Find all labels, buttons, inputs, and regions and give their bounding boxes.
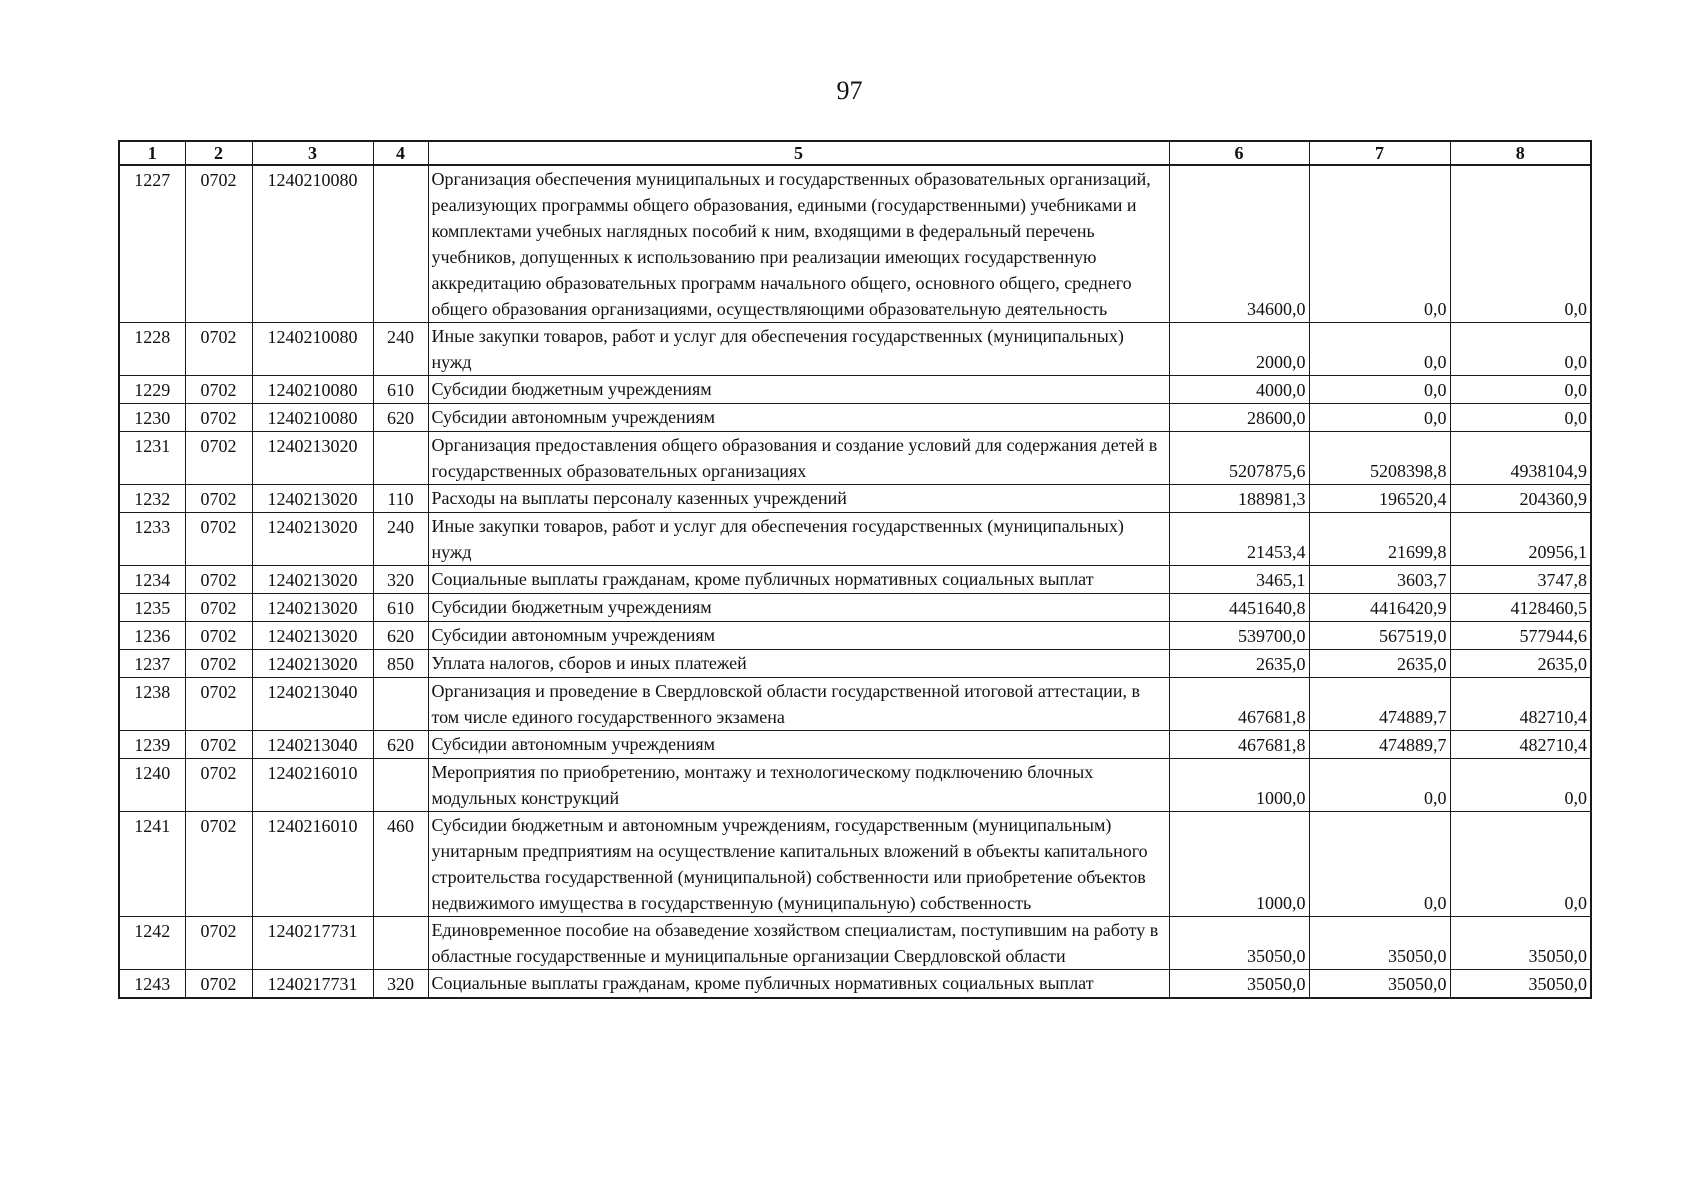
table-row	[119, 566, 1591, 594]
expense-type-cell: 620	[373, 622, 428, 650]
section-code-cell: 0702	[185, 432, 252, 485]
target-article-cell: 1240213020	[252, 513, 373, 566]
section-code-cell: 0702	[185, 759, 252, 812]
amount-col8-cell: 20956,1	[1450, 513, 1591, 566]
table-row	[119, 917, 1591, 970]
budget-table	[118, 140, 1592, 999]
amount-col7-cell: 474889,7	[1309, 731, 1450, 759]
amount-col8-cell: 0,0	[1450, 165, 1591, 323]
amount-col6-cell: 467681,8	[1169, 678, 1309, 731]
row-number-cell: 1243	[119, 970, 185, 999]
expense-type-cell: 460	[373, 812, 428, 917]
description-cell: Иные закупки товаров, работ и услуг для обеспечения государственных (муниципальных) нужд	[428, 323, 1169, 376]
target-article-cell: 1240217731	[252, 917, 373, 970]
amount-col6-cell: 188981,3	[1169, 485, 1309, 513]
row-number-cell: 1235	[119, 594, 185, 622]
table-row	[119, 404, 1591, 432]
table-row	[119, 731, 1591, 759]
amount-col8-cell: 482710,4	[1450, 678, 1591, 731]
row-number-cell: 1238	[119, 678, 185, 731]
description-cell: Субсидии бюджетным учреждениям	[428, 594, 1169, 622]
target-article-cell: 1240213040	[252, 731, 373, 759]
row-number-cell: 1231	[119, 432, 185, 485]
table-row	[119, 812, 1591, 917]
amount-col6-cell: 1000,0	[1169, 812, 1309, 917]
table-row	[119, 513, 1591, 566]
target-article-cell: 1240216010	[252, 759, 373, 812]
target-article-cell: 1240210080	[252, 404, 373, 432]
table-row	[119, 485, 1591, 513]
description-cell: Организация предоставления общего образования и создание условий для содержания детей в государственных образовательных организациях	[428, 432, 1169, 485]
amount-col6-cell: 467681,8	[1169, 731, 1309, 759]
amount-col7-cell: 3603,7	[1309, 566, 1450, 594]
table-row	[119, 650, 1591, 678]
row-number-cell: 1239	[119, 731, 185, 759]
target-article-cell: 1240213020	[252, 432, 373, 485]
row-number-cell: 1242	[119, 917, 185, 970]
amount-col6-cell: 35050,0	[1169, 917, 1309, 970]
section-code-cell: 0702	[185, 513, 252, 566]
amount-col8-cell: 35050,0	[1450, 970, 1591, 999]
amount-col8-cell: 0,0	[1450, 812, 1591, 917]
amount-col7-cell: 35050,0	[1309, 970, 1450, 999]
amount-col6-cell: 539700,0	[1169, 622, 1309, 650]
amount-col8-cell: 0,0	[1450, 376, 1591, 404]
expense-type-cell: 320	[373, 970, 428, 999]
expense-type-cell: 110	[373, 485, 428, 513]
target-article-cell: 1240210080	[252, 323, 373, 376]
description-cell: Расходы на выплаты персоналу казенных учреждений	[428, 485, 1169, 513]
description-cell: Субсидии автономным учреждениям	[428, 622, 1169, 650]
amount-col7-cell: 474889,7	[1309, 678, 1450, 731]
table-row	[119, 678, 1591, 731]
amount-col6-cell: 34600,0	[1169, 165, 1309, 323]
amount-col8-cell: 2635,0	[1450, 650, 1591, 678]
amount-col8-cell: 0,0	[1450, 759, 1591, 812]
amount-col7-cell: 0,0	[1309, 404, 1450, 432]
description-cell: Единовременное пособие на обзаведение хозяйством специалистам, поступившим на работу в областные государственные и муниципальные организации Свердловской области	[428, 917, 1169, 970]
column-header: 2	[185, 141, 252, 165]
expense-type-cell: 620	[373, 404, 428, 432]
amount-col7-cell: 0,0	[1309, 812, 1450, 917]
amount-col7-cell: 0,0	[1309, 759, 1450, 812]
row-number-cell: 1233	[119, 513, 185, 566]
target-article-cell: 1240213020	[252, 594, 373, 622]
amount-col8-cell: 0,0	[1450, 323, 1591, 376]
row-number-cell: 1237	[119, 650, 185, 678]
amount-col7-cell: 2635,0	[1309, 650, 1450, 678]
amount-col8-cell: 0,0	[1450, 404, 1591, 432]
description-cell: Социальные выплаты гражданам, кроме публичных нормативных социальных выплат	[428, 970, 1169, 999]
amount-col7-cell: 4416420,9	[1309, 594, 1450, 622]
table-row	[119, 594, 1591, 622]
amount-col6-cell: 35050,0	[1169, 970, 1309, 999]
description-cell: Субсидии бюджетным и автономным учреждениям, государственным (муниципальным) унитарным предприятиям на осуществление капитальных вложений в объекты капитального строительства государственной (муниципальной) собственности или приобретение объектов недвижимого имущества в государственную (муниципальную) собственность	[428, 812, 1169, 917]
amount-col6-cell: 1000,0	[1169, 759, 1309, 812]
description-cell: Социальные выплаты гражданам, кроме публичных нормативных социальных выплат	[428, 566, 1169, 594]
row-number-cell: 1241	[119, 812, 185, 917]
amount-col6-cell: 21453,4	[1169, 513, 1309, 566]
target-article-cell: 1240213020	[252, 566, 373, 594]
amount-col7-cell: 0,0	[1309, 376, 1450, 404]
target-article-cell: 1240213020	[252, 485, 373, 513]
column-header: 8	[1450, 141, 1591, 165]
table-row	[119, 323, 1591, 376]
description-cell: Мероприятия по приобретению, монтажу и технологическому подключению блочных модульных конструкций	[428, 759, 1169, 812]
amount-col7-cell: 21699,8	[1309, 513, 1450, 566]
section-code-cell: 0702	[185, 812, 252, 917]
expense-type-cell	[373, 165, 428, 323]
header-row	[119, 141, 1591, 165]
amount-col8-cell: 4128460,5	[1450, 594, 1591, 622]
section-code-cell: 0702	[185, 376, 252, 404]
section-code-cell: 0702	[185, 650, 252, 678]
page-number: 97	[836, 76, 863, 105]
expense-type-cell: 240	[373, 513, 428, 566]
expense-type-cell: 240	[373, 323, 428, 376]
target-article-cell: 1240213020	[252, 622, 373, 650]
row-number-cell: 1229	[119, 376, 185, 404]
target-article-cell: 1240217731	[252, 970, 373, 999]
amount-col6-cell: 4000,0	[1169, 376, 1309, 404]
description-cell: Субсидии бюджетным учреждениям	[428, 376, 1169, 404]
target-article-cell: 1240213020	[252, 650, 373, 678]
expense-type-cell: 610	[373, 376, 428, 404]
target-article-cell: 1240210080	[252, 165, 373, 323]
expense-type-cell: 620	[373, 731, 428, 759]
column-header: 4	[373, 141, 428, 165]
amount-col7-cell: 0,0	[1309, 323, 1450, 376]
amount-col7-cell: 35050,0	[1309, 917, 1450, 970]
amount-col8-cell: 482710,4	[1450, 731, 1591, 759]
section-code-cell: 0702	[185, 622, 252, 650]
description-cell: Субсидии автономным учреждениям	[428, 731, 1169, 759]
amount-col6-cell: 4451640,8	[1169, 594, 1309, 622]
section-code-cell: 0702	[185, 970, 252, 999]
amount-col6-cell: 2000,0	[1169, 323, 1309, 376]
column-header: 3	[252, 141, 373, 165]
table-row	[119, 376, 1591, 404]
expense-type-cell	[373, 759, 428, 812]
section-code-cell: 0702	[185, 165, 252, 323]
description-cell: Уплата налогов, сборов и иных платежей	[428, 650, 1169, 678]
amount-col8-cell: 4938104,9	[1450, 432, 1591, 485]
section-code-cell: 0702	[185, 594, 252, 622]
section-code-cell: 0702	[185, 404, 252, 432]
section-code-cell: 0702	[185, 485, 252, 513]
expense-type-cell: 320	[373, 566, 428, 594]
expense-type-cell	[373, 917, 428, 970]
description-cell: Организация обеспечения муниципальных и государственных образовательных организаций, реализующих программы общего образования, едиными (государственными) учебниками и комплектами учебных наглядных пособий к ним, входящими в федеральный перечень учебников, допущенных к использованию при реализации имеющих государственную аккредитацию образовательных программ начального общего, основного общего, среднего общего образования организациями, осуществляющими образовательную деятельность	[428, 165, 1169, 323]
section-code-cell: 0702	[185, 917, 252, 970]
amount-col8-cell: 204360,9	[1450, 485, 1591, 513]
expense-type-cell	[373, 432, 428, 485]
section-code-cell: 0702	[185, 678, 252, 731]
description-cell: Иные закупки товаров, работ и услуг для обеспечения государственных (муниципальных) нужд	[428, 513, 1169, 566]
expense-type-cell: 850	[373, 650, 428, 678]
column-header: 6	[1169, 141, 1309, 165]
row-number-cell: 1240	[119, 759, 185, 812]
amount-col7-cell: 567519,0	[1309, 622, 1450, 650]
row-number-cell: 1227	[119, 165, 185, 323]
column-header: 1	[119, 141, 185, 165]
amount-col8-cell: 577944,6	[1450, 622, 1591, 650]
section-code-cell: 0702	[185, 566, 252, 594]
target-article-cell: 1240213040	[252, 678, 373, 731]
table-row	[119, 165, 1591, 323]
table-row	[119, 622, 1591, 650]
description-cell: Субсидии автономным учреждениям	[428, 404, 1169, 432]
table-row	[119, 432, 1591, 485]
table-row	[119, 970, 1591, 999]
amount-col8-cell: 3747,8	[1450, 566, 1591, 594]
column-header: 5	[428, 141, 1169, 165]
target-article-cell: 1240216010	[252, 812, 373, 917]
section-code-cell: 0702	[185, 731, 252, 759]
expense-type-cell: 610	[373, 594, 428, 622]
row-number-cell: 1230	[119, 404, 185, 432]
target-article-cell: 1240210080	[252, 376, 373, 404]
row-number-cell: 1236	[119, 622, 185, 650]
amount-col7-cell: 5208398,8	[1309, 432, 1450, 485]
section-code-cell: 0702	[185, 323, 252, 376]
amount-col7-cell: 0,0	[1309, 165, 1450, 323]
amount-col7-cell: 196520,4	[1309, 485, 1450, 513]
amount-col6-cell: 2635,0	[1169, 650, 1309, 678]
description-cell: Организация и проведение в Свердловской области государственной итоговой аттестации, в том числе единого государственного экзамена	[428, 678, 1169, 731]
column-header: 7	[1309, 141, 1450, 165]
amount-col6-cell: 5207875,6	[1169, 432, 1309, 485]
amount-col6-cell: 28600,0	[1169, 404, 1309, 432]
expense-type-cell	[373, 678, 428, 731]
table-row	[119, 759, 1591, 812]
amount-col6-cell: 3465,1	[1169, 566, 1309, 594]
row-number-cell: 1234	[119, 566, 185, 594]
row-number-cell: 1228	[119, 323, 185, 376]
amount-col8-cell: 35050,0	[1450, 917, 1591, 970]
row-number-cell: 1232	[119, 485, 185, 513]
